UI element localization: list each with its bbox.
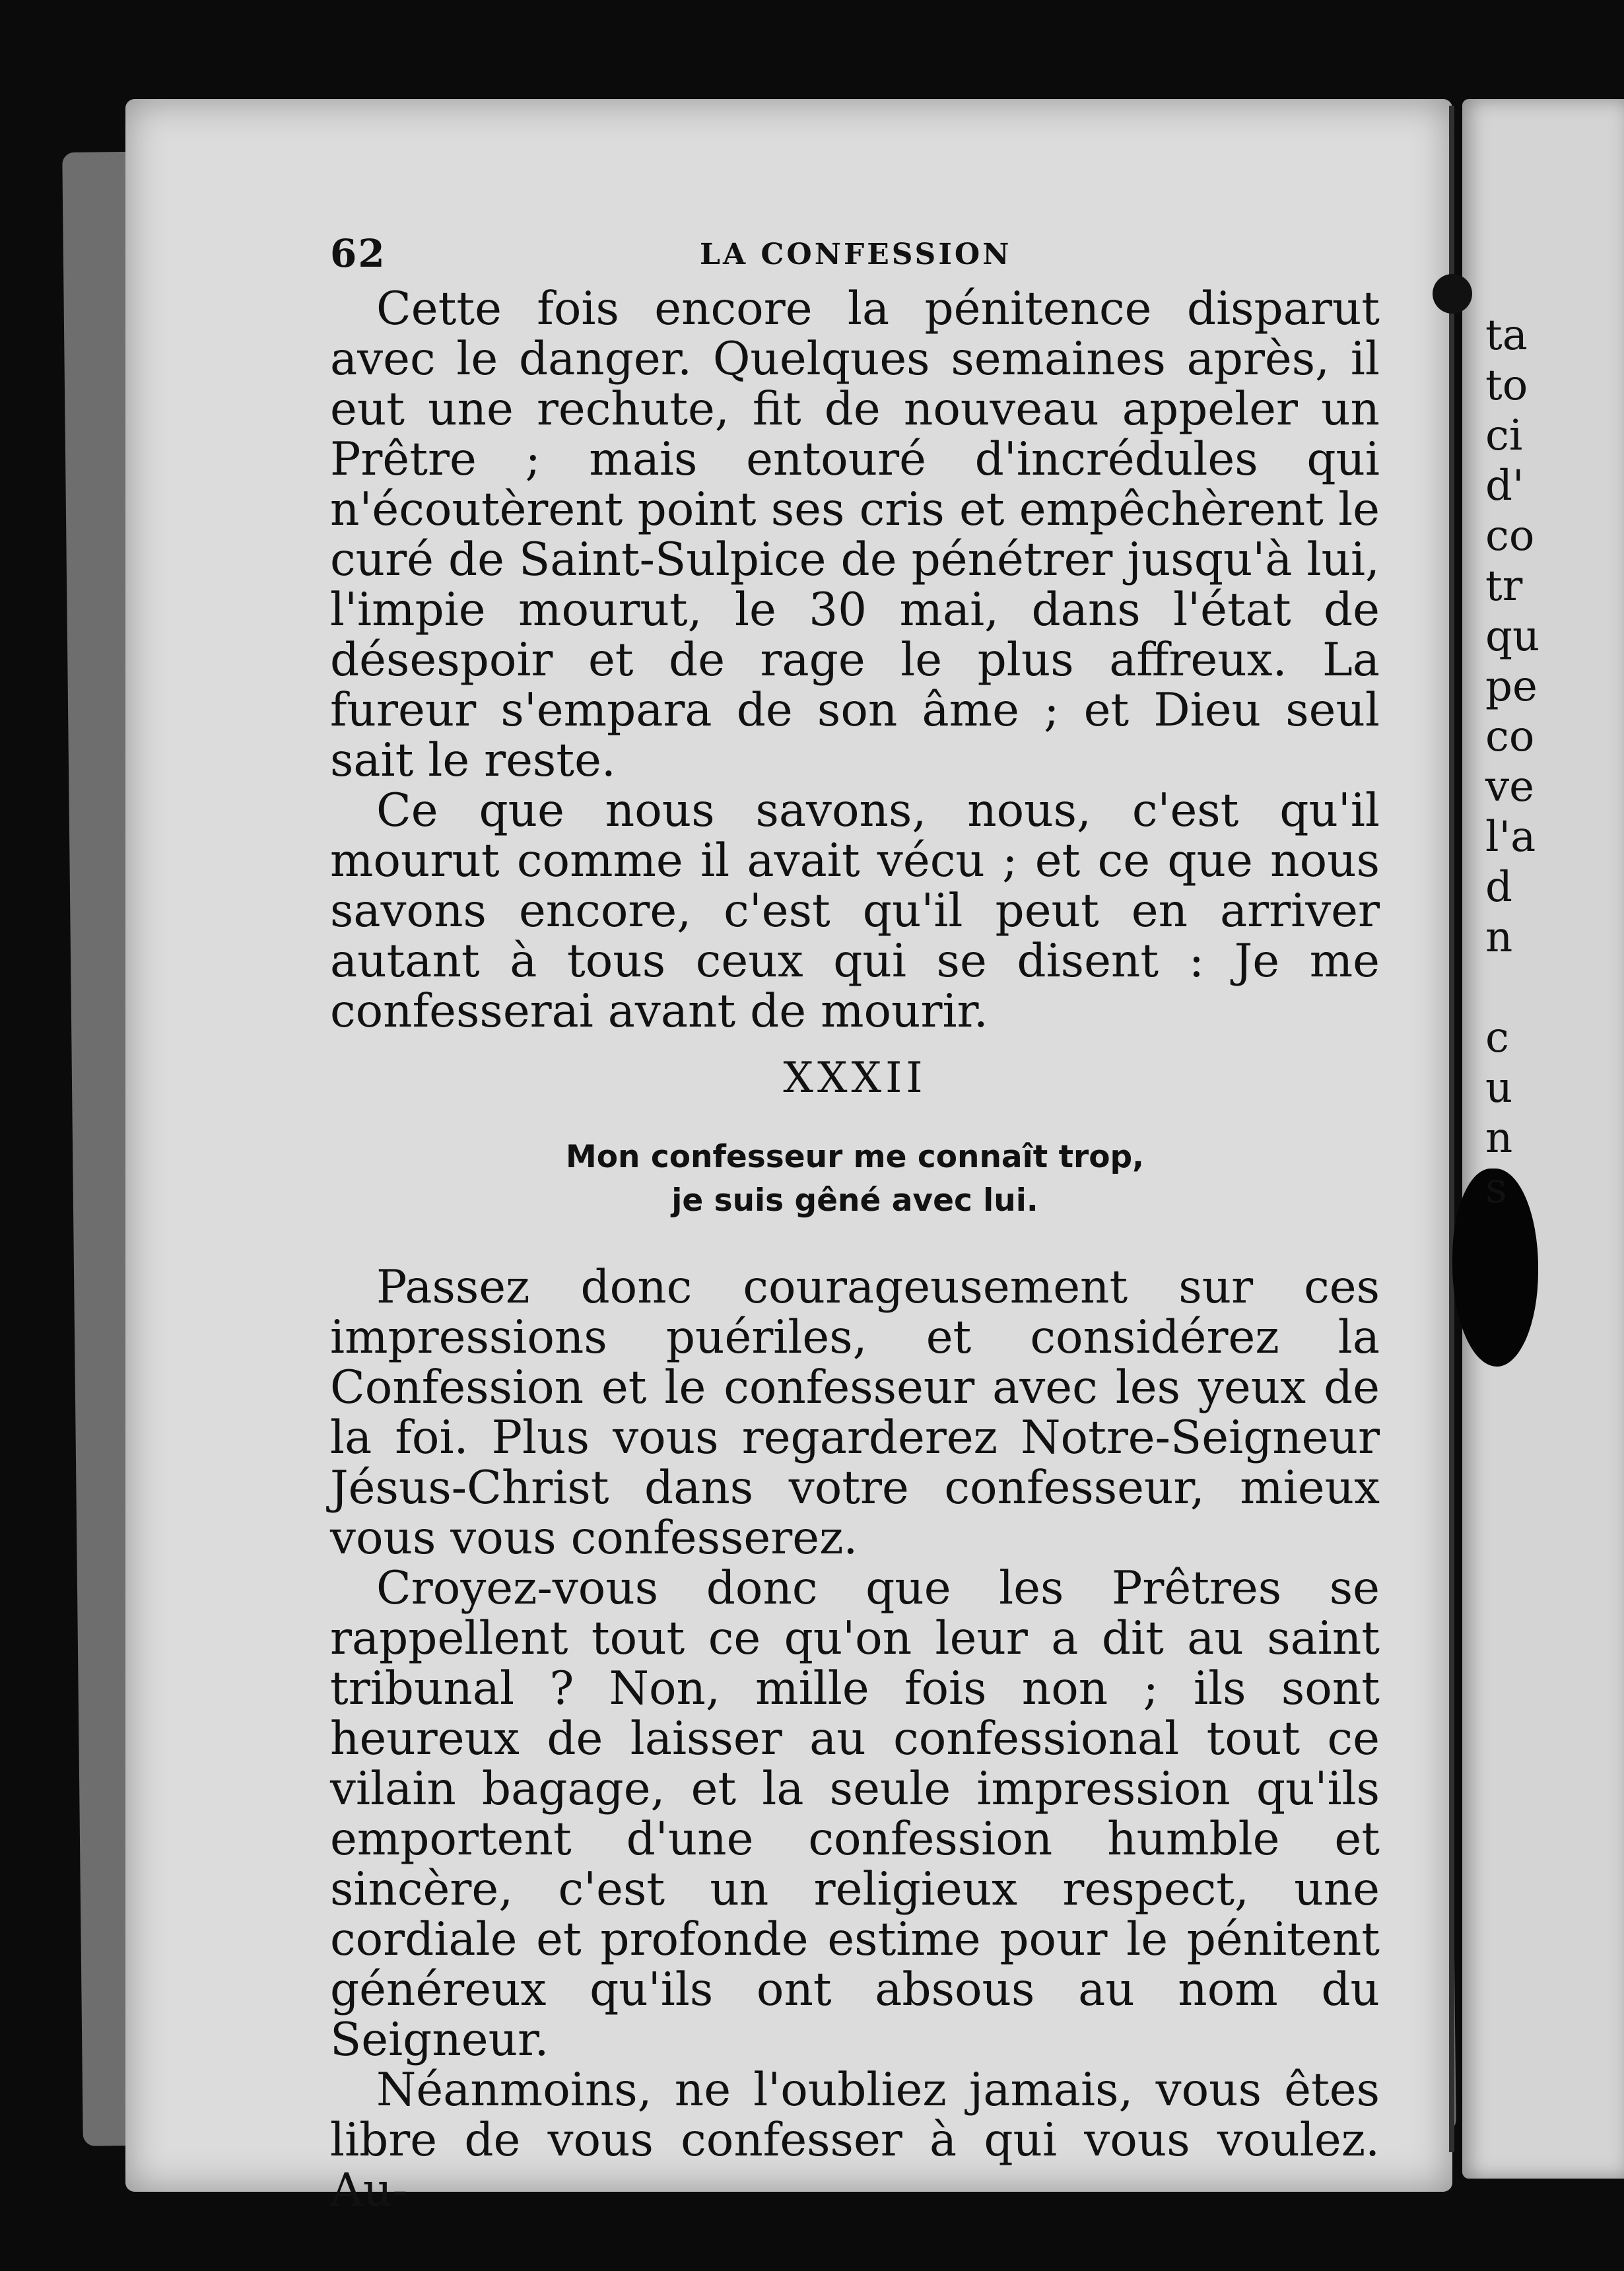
facing-fragment: d' xyxy=(1485,461,1524,510)
facing-fragment: c xyxy=(1485,1013,1509,1062)
facing-fragment: to xyxy=(1485,361,1528,410)
page-number: 62 xyxy=(330,231,386,276)
paragraph-2: Ce que nous savons, nous, c'est qu'il mourut comme il avait vécu ; et ce que nous savons encore, c'est qu'il peut en arriver autant à tous ceux qui se disent : Je me confesserai avant de mourir. xyxy=(330,784,1380,1038)
facing-fragment: l'a xyxy=(1485,813,1536,862)
facing-fragment: u xyxy=(1485,1064,1513,1112)
page-content xyxy=(330,224,1380,2216)
facing-fragment: co xyxy=(1485,512,1535,560)
ink-spot xyxy=(1433,274,1472,314)
running-title: LA CONFESSION xyxy=(700,238,1012,271)
facing-fragment: ve xyxy=(1485,763,1535,811)
paragraph-1: Cette fois encore la pénitence disparut avec le danger. Quelques semaines après, il eut une rechute, fit de nouveau appeler un Prêtre ; mais entouré d'incrédules qui n'écoutèrent point ses cris et empêchèrent le curé de Saint-Sulpice de pénétrer jusqu'à lui, l'impie mourut, le 30 mai, dans l'état de désespoir et de rage le plus affreux. La fureur s'empara de son âme ; et Dieu seul sait le reste. xyxy=(330,283,1380,787)
paragraph-4: Croyez-vous donc que les Prêtres se rappellent tout ce qu'on leur a dit au saint tribunal ? Non, mille fois non ; ils sont heureux de laisser au confessional tout ce vilain bagage, et la seule impression qu'ils emportent d'une confession humble et sincère, c'est un religieux respect, une cordiale et profonde estime pour le pénitent généreux qu'ils ont absous au nom du Seigneur. xyxy=(330,1562,1380,2066)
facing-fragment: co xyxy=(1485,712,1535,761)
paragraph-3: Passez donc courageusement sur ces impressions puériles, et considérez la Confession et le confesseur avec les yeux de la foi. Plus vous regarderez Notre-Seigneur Jésus-Christ dans votre confesseur, mieux vous vous confesserez. xyxy=(330,1261,1380,1565)
facing-fragment: ta xyxy=(1485,311,1528,360)
facing-fragment: n xyxy=(1485,1114,1513,1163)
facing-fragment xyxy=(1485,963,1539,1013)
section-title xyxy=(330,1136,1380,1223)
section-number: XXXII xyxy=(783,1054,927,1102)
facing-fragment: n xyxy=(1485,913,1513,962)
facing-fragment: s xyxy=(1485,1164,1507,1213)
facing-fragment: pe xyxy=(1485,662,1538,711)
section-title-line-1: Mon confesseur me connaît trop, xyxy=(565,1139,1145,1175)
facing-fragment: d xyxy=(1485,863,1512,912)
facing-fragment: qu xyxy=(1485,612,1540,661)
paragraph-5: Néanmoins, ne l'oubliez jamais, vous êtes libre de vous confesser à qui vous voulez. Au- xyxy=(330,2064,1380,2217)
facing-page-text xyxy=(1485,310,1539,1213)
section-title-line-2: je suis gêné avec lui. xyxy=(671,1182,1038,1219)
book-gutter xyxy=(1449,106,1454,2152)
facing-fragment: tr xyxy=(1485,562,1523,611)
running-head xyxy=(330,224,1380,284)
facing-fragment: ci xyxy=(1485,411,1523,460)
